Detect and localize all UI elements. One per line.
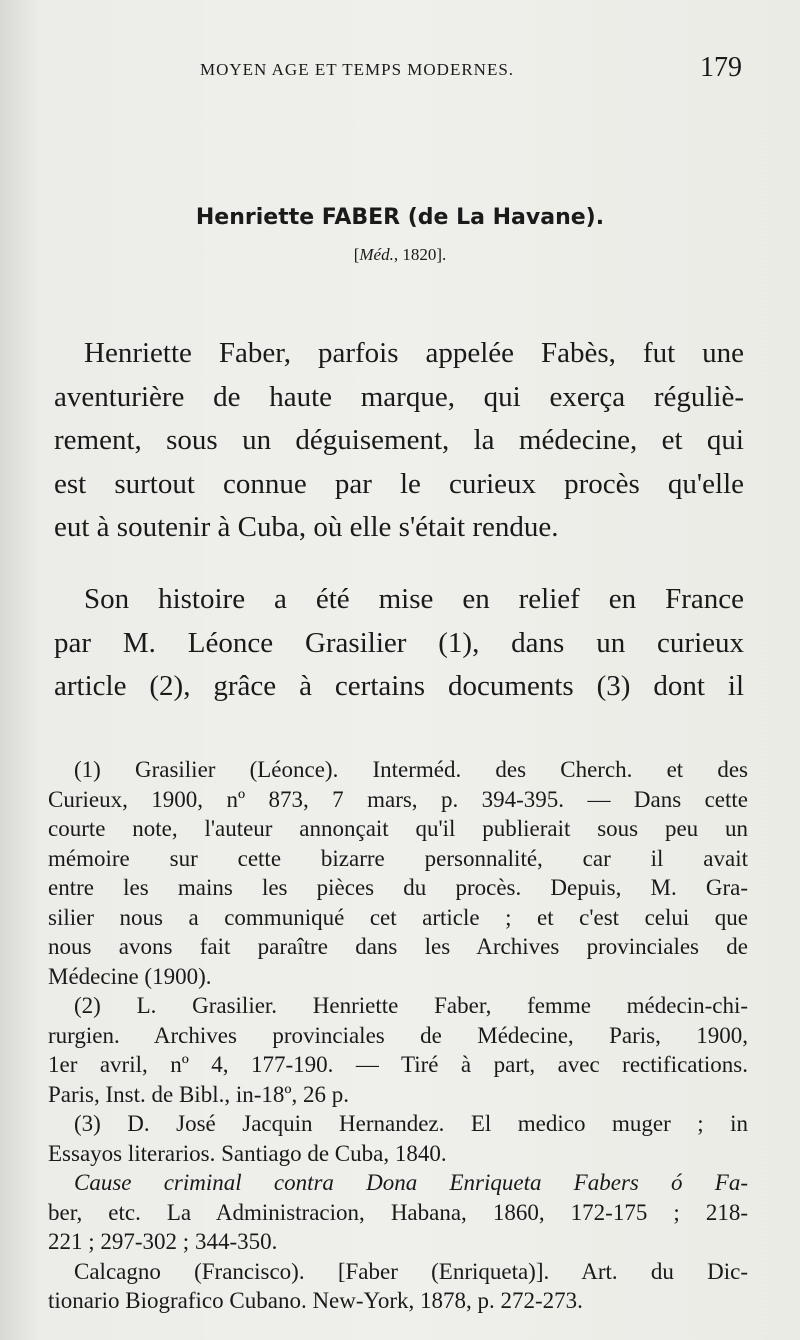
footnote-line: Essayos literarios. Santiago de Cuba, 1840. bbox=[48, 1140, 447, 1166]
subtitle-year: 1820 bbox=[402, 245, 437, 264]
text-line: Son histoire a été mise en relief en France bbox=[84, 583, 744, 615]
paragraph-2 bbox=[54, 578, 744, 709]
chapter-subtitle: [Méd., 1820]. bbox=[353, 245, 447, 264]
footnote-line: 1er avril, nº 4, 177-190. — Tiré à part, avec rectifications. bbox=[48, 1052, 748, 1077]
footnote-line: courte note, l'auteur annonçait qu'il publierait sous peu un bbox=[48, 816, 748, 841]
footnote-line: Cause criminal contra Dona Enriqueta Fabers ó Fa- bbox=[74, 1170, 748, 1195]
text-line: eut à soutenir à Cuba, où elle s'était rendue. bbox=[54, 511, 559, 543]
text-line: est surtout connue par le curieux procès qu'elle bbox=[54, 467, 744, 500]
footnote-line: mémoire sur cette bizarre personnalité, car il avait bbox=[48, 845, 748, 871]
footnote-line: Calcagno (Francisco). [Faber (Enriqueta)]. Art. du Dic- bbox=[74, 1258, 748, 1284]
footnote-line: silier nous a communiqué cet article ; et c'est celui que bbox=[48, 904, 748, 930]
footnote-line: (2) L. Grasilier. Henriette Faber, femme médecin-chi- bbox=[74, 993, 748, 1018]
text-line: Henriette Faber, parfois appelée Fabès, fut une bbox=[84, 337, 744, 369]
footnote-line: entre les mains les pièces du procès. Depuis, M. Gra- bbox=[48, 875, 748, 900]
footnote-line: nous avons fait paraître dans les Archives provinciales de bbox=[48, 934, 748, 959]
footnote-line: rurgien. Archives provinciales de Médecine, Paris, 1900, bbox=[48, 1022, 748, 1048]
footnote-line: (1) Grasilier (Léonce). Interméd. des Cherch. et des bbox=[74, 757, 748, 782]
footnote-line: Paris, Inst. de Bibl., in-18º, 26 p. bbox=[48, 1081, 350, 1107]
subtitle-abbr: Méd. bbox=[359, 245, 394, 264]
running-head: MOYEN AGE ET TEMPS MODERNES. bbox=[200, 60, 515, 79]
footnote-line: tionario Biografico Cubano. New-York, 1878, p. 272-273. bbox=[48, 1288, 583, 1313]
footnote-line: (3) D. José Jacquin Hernandez. El medico muger ; in bbox=[74, 1111, 748, 1136]
footnotes bbox=[48, 755, 748, 1316]
text-line: rement, sous un déguisement, la médecine, et qui bbox=[54, 424, 744, 456]
footnote-line: Curieux, 1900, nº 873, 7 mars, p. 394-395. — Dans cette bbox=[48, 786, 748, 812]
text-line: article (2), grâce à certains documents (3) dont il bbox=[54, 670, 744, 702]
footnote-line: 221 ; 297-302 ; 344-350. bbox=[48, 1229, 278, 1254]
page-number: 179 bbox=[700, 52, 742, 83]
text-line: aventurière de haute marque, qui exerça réguliè- bbox=[54, 380, 744, 413]
paragraph-1 bbox=[54, 332, 744, 550]
footnote-line: Médecine (1900). bbox=[48, 963, 212, 989]
footnote-line: ber, etc. La Administracion, Habana, 1860, 172-175 ; 218- bbox=[48, 1199, 748, 1225]
chapter-title: Henriette FABER (de La Havane). bbox=[195, 205, 605, 230]
text-line: par M. Léonce Grasilier (1), dans un curieux bbox=[54, 626, 744, 659]
